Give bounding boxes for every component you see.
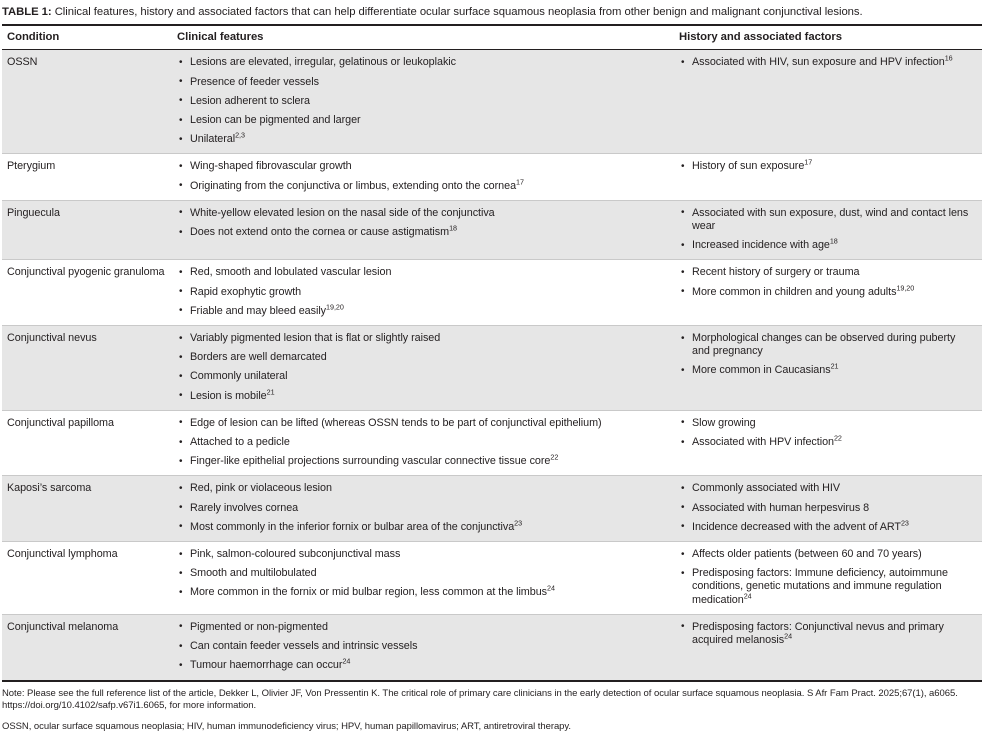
table-row	[2, 50, 982, 154]
cell-history-factors	[674, 50, 982, 154]
column-header-condition: Condition	[2, 25, 172, 50]
bullet-text: Tumour haemorrhage can occur	[190, 659, 342, 671]
footer-abbreviations: OSSN, ocular surface squamous neoplasia; HIV, human immunodeficiency virus; HPV, human papillomavirus; ART, antiretroviral therapy.	[2, 721, 982, 733]
bullet-text: Lesion can be pigmented and larger	[190, 114, 361, 126]
condition-name: Conjunctival papilloma	[7, 417, 166, 430]
bullet-text: Most commonly in the inferior fornix or bulbar area of the conjunctiva	[190, 521, 514, 533]
bullet-item	[177, 114, 670, 127]
bullet-text: Wing-shaped fibrovascular growth	[190, 160, 352, 172]
reference-superscript: 22	[550, 453, 558, 462]
bullet-text: Attached to a pedicle	[190, 436, 290, 448]
bullet-text: Associated with HPV infection	[692, 436, 834, 448]
cell-clinical-features	[172, 542, 674, 615]
cell-history-factors	[674, 614, 982, 680]
cell-clinical-features	[172, 614, 674, 680]
cell-clinical-features	[172, 326, 674, 411]
bullet-item	[177, 266, 670, 279]
bullet-item	[177, 482, 670, 495]
bullet-text: Finger-like epithelial projections surrounding vascular connective tissue core	[190, 455, 550, 467]
bullet-item	[177, 640, 670, 653]
cell-history-factors	[674, 154, 982, 200]
table-row	[2, 542, 982, 615]
bullet-item	[679, 567, 978, 607]
column-header-history: History and associated factors	[674, 25, 982, 50]
cell-clinical-features	[172, 410, 674, 476]
bullet-item	[177, 180, 670, 193]
bullet-item	[177, 521, 670, 534]
bullet-item	[177, 586, 670, 599]
condition-name: Pinguecula	[7, 207, 166, 220]
bullet-item	[177, 436, 670, 449]
bullet-item	[177, 502, 670, 515]
bullet-text: White-yellow elevated lesion on the nasal side of the conjunctiva	[190, 207, 495, 219]
bullet-item	[679, 286, 978, 299]
reference-superscript: 21	[831, 362, 839, 371]
bullet-text: Incidence decreased with the advent of ART	[692, 521, 901, 533]
bullet-item	[177, 370, 670, 383]
reference-superscript: 17	[516, 177, 524, 186]
table-caption-label: TABLE 1:	[2, 6, 52, 18]
cell-history-factors	[674, 260, 982, 326]
cell-history-factors	[674, 476, 982, 542]
bullet-item	[177, 95, 670, 108]
bullet-text: More common in children and young adults	[692, 286, 896, 298]
reference-superscript: 17	[804, 158, 812, 167]
bullet-text: Borders are well demarcated	[190, 351, 327, 363]
bullet-item	[177, 332, 670, 345]
reference-superscript: 18	[830, 237, 838, 246]
cell-clinical-features	[172, 154, 674, 200]
bullet-list	[679, 332, 978, 378]
table-footer	[2, 682, 982, 733]
bullet-item	[679, 436, 978, 449]
reference-superscript: 24	[547, 584, 555, 593]
bullet-text: Associated with HIV, sun exposure and HPV infection	[692, 56, 945, 68]
reference-superscript: 23	[901, 518, 909, 527]
bullet-item	[177, 455, 670, 468]
bullet-item	[177, 160, 670, 173]
cell-history-factors	[674, 326, 982, 411]
bullet-list	[679, 207, 978, 253]
cell-condition	[2, 542, 172, 615]
bullet-text: Slow growing	[692, 417, 756, 429]
bullet-list	[177, 482, 670, 534]
footer-note: Note: Please see the full reference list of the article, Dekker L, Olivier JF, Von Pressentin K. The critical role of primary care clinicians in the early detection of ocular surface squamous neoplasia. S Afr Fam Pract. 2025;67(1), a6065. https://doi.org/10.4102/safp.v67i1.6065, for more information.	[2, 688, 982, 712]
table-head	[2, 25, 982, 50]
bullet-list	[679, 548, 978, 607]
cell-condition	[2, 476, 172, 542]
bullet-text: Red, pink or violaceous lesion	[190, 482, 332, 494]
bullet-text: Commonly unilateral	[190, 370, 287, 382]
bullet-item	[177, 548, 670, 561]
bullet-list	[679, 417, 978, 449]
bullet-text: Associated with sun exposure, dust, wind and contact lens wear	[692, 207, 968, 232]
condition-name: Conjunctival pyogenic granuloma	[7, 266, 166, 279]
bullet-text: Presence of feeder vessels	[190, 76, 319, 88]
condition-name: Conjunctival lymphoma	[7, 548, 166, 561]
bullet-text: Can contain feeder vessels and intrinsic vessels	[190, 640, 417, 652]
bullet-item	[177, 56, 670, 69]
condition-name: OSSN	[7, 56, 166, 69]
table-row	[2, 476, 982, 542]
bullet-text: History of sun exposure	[692, 160, 804, 172]
reference-superscript: 23	[514, 518, 522, 527]
bullet-text: Edge of lesion can be lifted (whereas OSSN tends to be part of conjunctival epithelium)	[190, 417, 602, 429]
bullet-item	[679, 482, 978, 495]
bullet-list	[679, 160, 978, 173]
reference-superscript: 21	[267, 387, 275, 396]
bullet-list	[177, 160, 670, 192]
bullet-text: Associated with human herpesvirus 8	[692, 502, 869, 514]
bullet-text: Variably pigmented lesion that is flat or slightly raised	[190, 332, 440, 344]
table-row	[2, 326, 982, 411]
bullet-list	[177, 417, 670, 469]
cell-condition	[2, 326, 172, 411]
bullet-item	[177, 659, 670, 672]
bullet-text: Rapid exophytic growth	[190, 286, 301, 298]
bullet-text: Morphological changes can be observed during puberty and pregnancy	[692, 332, 955, 357]
bullet-item	[177, 621, 670, 634]
bullet-item	[177, 567, 670, 580]
bullet-list	[177, 621, 670, 673]
bullet-item	[679, 548, 978, 561]
condition-name: Kaposi’s sarcoma	[7, 482, 166, 495]
bullet-text: Affects older patients (between 60 and 70 years)	[692, 548, 922, 560]
bullet-list	[679, 482, 978, 534]
cell-history-factors	[674, 542, 982, 615]
bullet-item	[177, 133, 670, 146]
cell-condition	[2, 260, 172, 326]
cell-condition	[2, 154, 172, 200]
table-row	[2, 200, 982, 260]
bullet-text: Predisposing factors: Immune deficiency, autoimmune conditions, genetic mutations and immune regulation medication	[692, 567, 948, 605]
cell-condition	[2, 200, 172, 260]
bullet-list	[679, 56, 978, 69]
bullet-item	[177, 207, 670, 220]
bullet-text: Rarely involves cornea	[190, 502, 298, 514]
bullet-text: Lesion is mobile	[190, 390, 267, 402]
reference-superscript: 24	[784, 632, 792, 641]
bullet-item	[679, 621, 978, 647]
bullet-text: Pigmented or non-pigmented	[190, 621, 328, 633]
bullet-list	[177, 207, 670, 239]
reference-superscript: 18	[449, 223, 457, 232]
bullet-item	[679, 207, 978, 233]
bullet-item	[679, 56, 978, 69]
bullet-text: Predisposing factors: Conjunctival nevus and primary acquired melanosis	[692, 621, 944, 646]
bullet-item	[679, 417, 978, 430]
cell-condition	[2, 50, 172, 154]
bullet-item	[679, 364, 978, 377]
bullet-list	[679, 621, 978, 647]
bullet-text: Smooth and multilobulated	[190, 567, 317, 579]
bullet-item	[177, 286, 670, 299]
table-row	[2, 154, 982, 200]
cell-history-factors	[674, 200, 982, 260]
column-header-clinical-features: Clinical features	[172, 25, 674, 50]
bullet-list	[177, 548, 670, 600]
condition-name: Conjunctival nevus	[7, 332, 166, 345]
bullet-list	[679, 266, 978, 298]
bullet-text: Unilateral	[190, 133, 235, 145]
table-row	[2, 614, 982, 680]
bullet-item	[679, 332, 978, 358]
bullet-text: Red, smooth and lobulated vascular lesion	[190, 266, 391, 278]
bullet-item	[177, 226, 670, 239]
cell-clinical-features	[172, 476, 674, 542]
bullet-text: Commonly associated with HIV	[692, 482, 840, 494]
bullet-list	[177, 332, 670, 403]
bullet-text: Lesions are elevated, irregular, gelatinous or leukoplakic	[190, 56, 456, 68]
cell-clinical-features	[172, 50, 674, 154]
table-row	[2, 410, 982, 476]
reference-superscript: 2,3	[235, 131, 245, 140]
reference-superscript: 24	[744, 591, 752, 600]
bullet-item	[177, 305, 670, 318]
cell-clinical-features	[172, 200, 674, 260]
bullet-item	[679, 502, 978, 515]
cell-clinical-features	[172, 260, 674, 326]
reference-superscript: 22	[834, 433, 842, 442]
bullet-item	[177, 390, 670, 403]
reference-superscript: 16	[945, 54, 953, 63]
cell-history-factors	[674, 410, 982, 476]
bullet-item	[679, 521, 978, 534]
bullet-text: Friable and may bleed easily	[190, 305, 326, 317]
header-row	[2, 25, 982, 50]
bullet-text: Originating from the conjunctiva or limbus, extending onto the cornea	[190, 180, 516, 192]
cell-condition	[2, 410, 172, 476]
bullet-text: Recent history of surgery or trauma	[692, 266, 859, 278]
cell-condition	[2, 614, 172, 680]
bullet-text: More common in Caucasians	[692, 364, 831, 376]
bullet-item	[177, 417, 670, 430]
bullet-list	[177, 266, 670, 318]
bullet-text: Does not extend onto the cornea or cause astigmatism	[190, 226, 449, 238]
bullet-text: More common in the fornix or mid bulbar region, less common at the limbus	[190, 586, 547, 598]
condition-name: Pterygium	[7, 160, 166, 173]
bullet-text: Increased incidence with age	[692, 239, 830, 251]
bullet-text: Pink, salmon-coloured subconjunctival mass	[190, 548, 400, 560]
reference-superscript: 19,20	[896, 283, 914, 292]
reference-superscript: 24	[342, 657, 350, 666]
bullet-item	[177, 351, 670, 364]
bullet-item	[679, 160, 978, 173]
bullet-item	[679, 266, 978, 279]
bullet-item	[177, 76, 670, 89]
bullet-list	[177, 56, 670, 146]
table-row	[2, 260, 982, 326]
comparison-table	[2, 24, 982, 681]
reference-superscript: 19,20	[326, 302, 344, 311]
table-caption-text: Clinical features, history and associated factors that can help differentiate ocular surface squamous neoplasia from other benign and malignant conjunctival lesions.	[52, 6, 863, 18]
bullet-text: Lesion adherent to sclera	[190, 95, 310, 107]
table-caption	[2, 0, 982, 24]
condition-name: Conjunctival melanoma	[7, 621, 166, 634]
table-body	[2, 50, 982, 681]
bullet-item	[679, 239, 978, 252]
